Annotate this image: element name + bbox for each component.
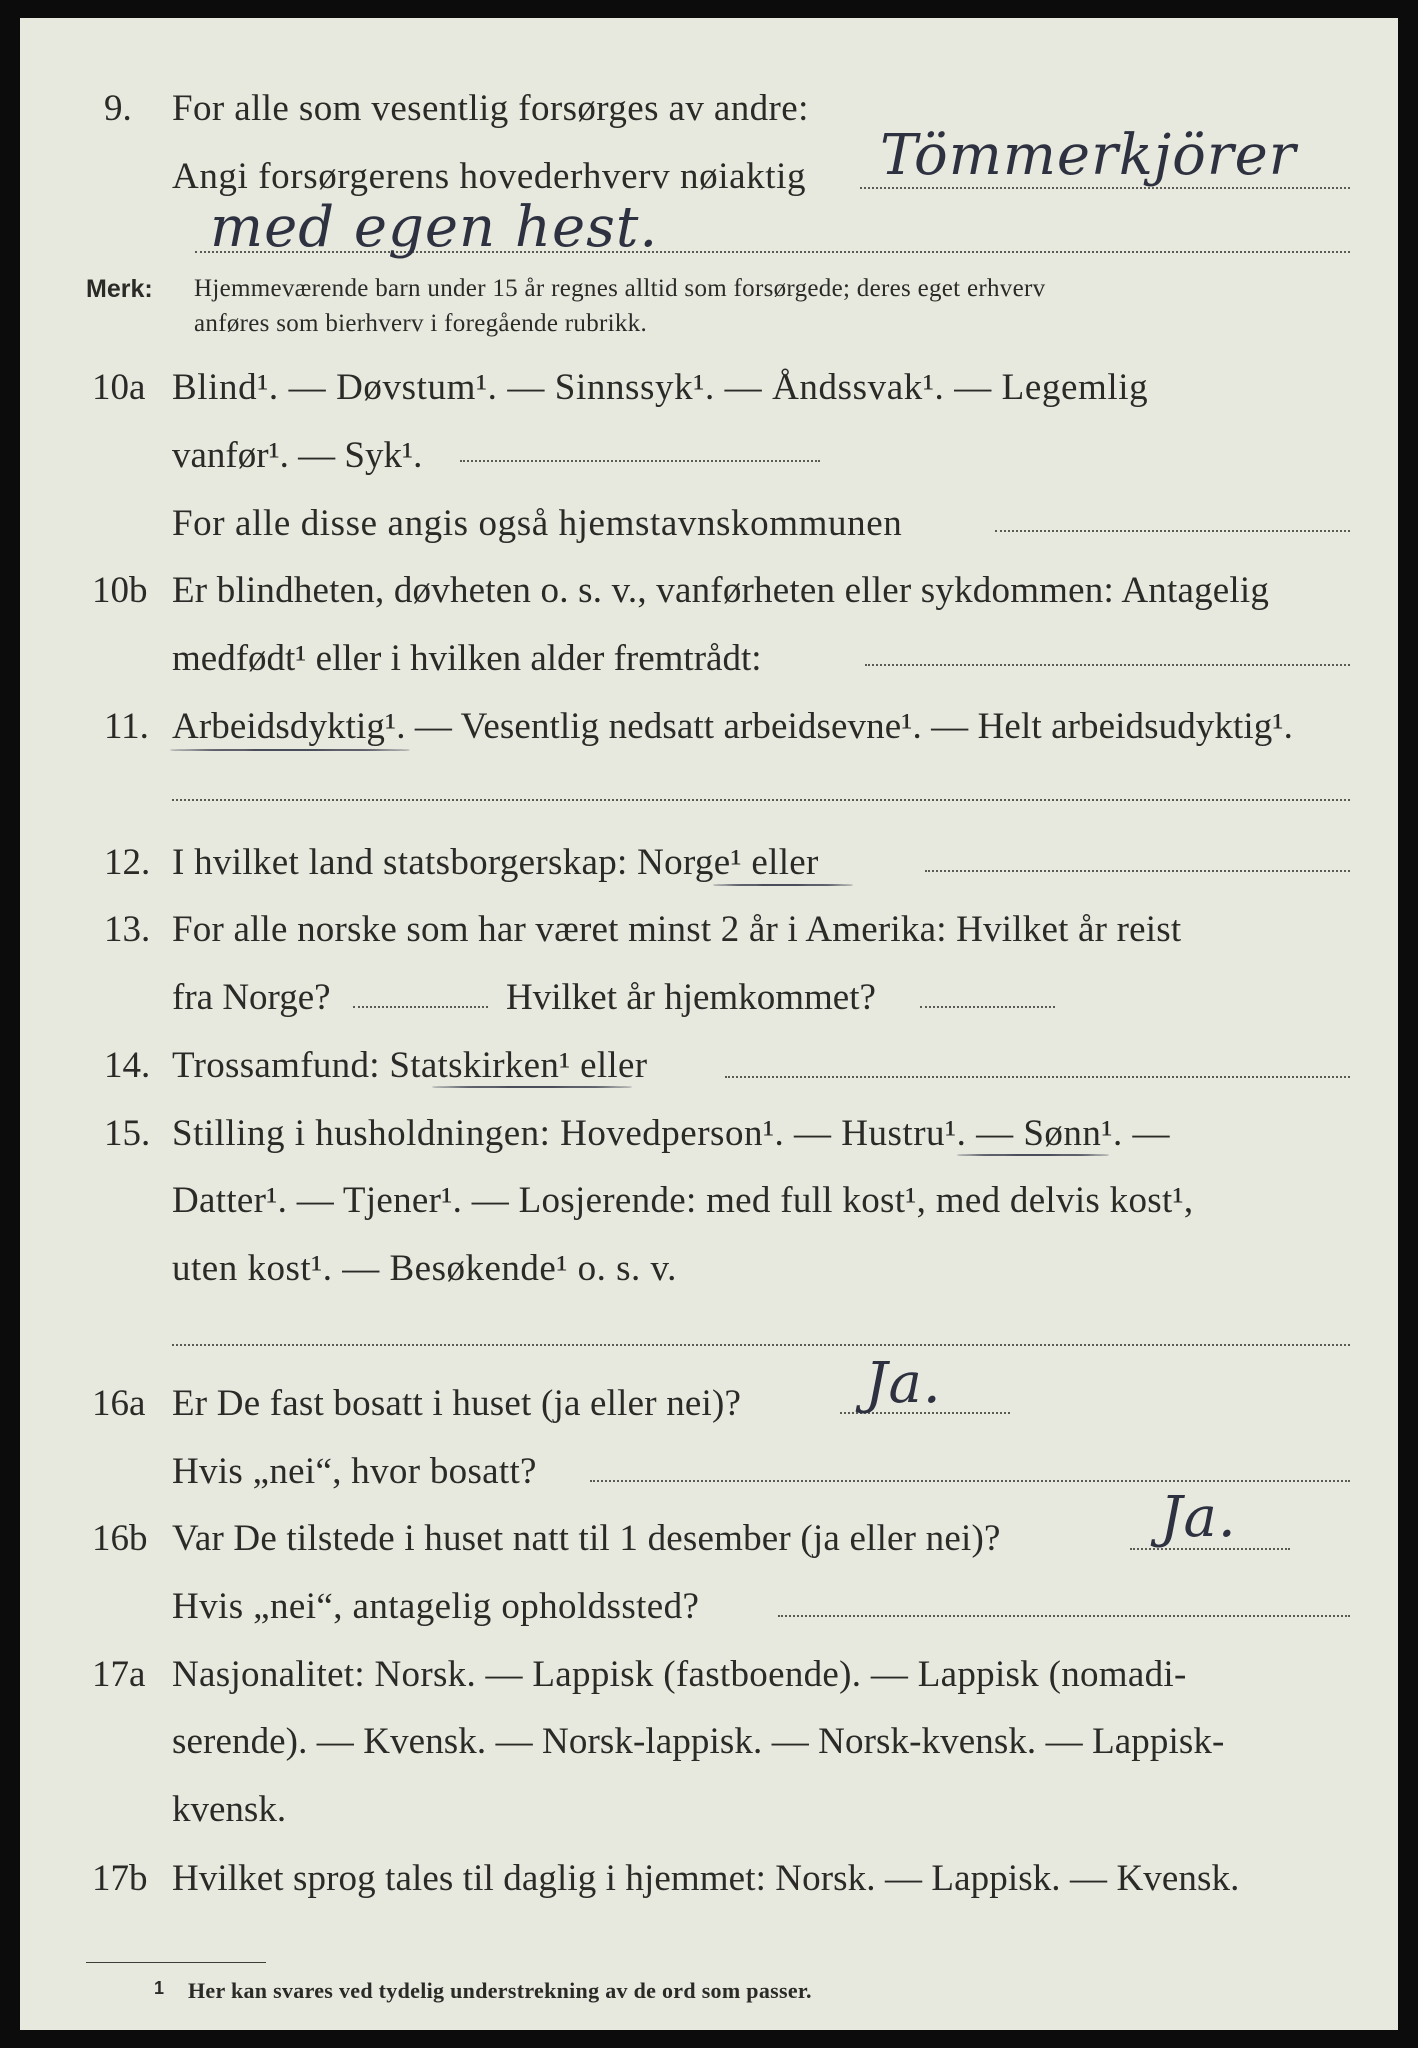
q13-line-2b: Hvilket år hjemkommet? <box>506 977 876 1018</box>
q13-line-2a: fra Norge? <box>172 977 331 1018</box>
q11-answer-line <box>172 799 1350 801</box>
q9-number: 9. <box>104 88 132 129</box>
q17b-number: 17b <box>92 1858 148 1899</box>
q17a-line-3: kvensk. <box>172 1789 287 1830</box>
q10a-line-2: vanfør¹. — Syk¹. <box>172 435 423 476</box>
q9-handwritten-answer-2: med egen hest. <box>210 195 659 260</box>
q17a-number: 17a <box>92 1654 146 1695</box>
q11-line-1: Arbeidsdyktig¹. — Vesentlig nedsatt arbeidsevne¹. — Helt arbeidsudyktig¹. <box>172 706 1293 747</box>
q10a-line-3: For alle disse angis også hjemstavnskommunen <box>172 503 903 544</box>
q11-number: 11. <box>104 706 149 747</box>
q14-answer-line <box>725 1076 1350 1078</box>
q16b-number: 16b <box>92 1518 148 1559</box>
q15-line-1: Stilling i husholdningen: Hovedperson¹. — Hustru¹. — Sønn¹. — <box>172 1113 1171 1154</box>
q10a-line-1: Blind¹. — Døvstum¹. — Sinnssyk¹. — Åndssvak¹. — Legemlig <box>172 367 1149 408</box>
q9-line-2: Angi forsørgerens hovederhverv nøiaktig <box>172 156 807 197</box>
merk-line-1: Hjemmeværende barn under 15 år regnes alltid som forsørgede; deres eget erhverv <box>194 275 1046 302</box>
q16a-handwritten-answer: Ja. <box>865 1351 942 1416</box>
q16a-number: 16a <box>92 1383 146 1424</box>
q17a-line-1: Nasjonalitet: Norsk. — Lappisk (fastboende). — Lappisk (nomadi- <box>172 1654 1187 1695</box>
q12-number: 12. <box>104 842 151 883</box>
q9-line-1: For alle som vesentlig forsørges av andre: <box>172 88 809 129</box>
q15-hustru-underline <box>957 1154 1109 1156</box>
q13-line-1: For alle norske som har været minst 2 år i Amerika: Hvilket år reist <box>172 909 1182 950</box>
q10a-kommune-line <box>995 530 1350 532</box>
merk-line-2: anføres som bierhverv i foregående rubrikk. <box>194 310 648 337</box>
q10b-answer-line <box>865 664 1350 666</box>
q9-handwritten-answer-1: Tömmerkjörer <box>880 123 1297 188</box>
footnote-rule <box>86 1962 266 1963</box>
q17b-line-1: Hvilket sprog tales til daglig i hjemmet: Norsk. — Lappisk. — Kvensk. <box>172 1858 1240 1899</box>
q10a-number: 10a <box>92 367 146 408</box>
q15-number: 15. <box>104 1113 151 1154</box>
q10a-syk-line <box>460 460 820 462</box>
q13-number: 13. <box>104 909 151 950</box>
q15-line-2: Datter¹. — Tjener¹. — Losjerende: med full kost¹, med delvis kost¹, <box>172 1180 1194 1221</box>
q14-line-1: Trossamfund: Statskirken¹ eller <box>172 1045 648 1086</box>
q15-answer-line <box>172 1344 1350 1346</box>
q13-reist-line <box>353 1006 488 1008</box>
q14-statskirken-underline <box>432 1086 632 1088</box>
q17a-line-2: serende). — Kvensk. — Norsk-lappisk. — Norsk-kvensk. — Lappisk- <box>172 1721 1225 1762</box>
q16b-line-1: Var De tilstede i huset natt til 1 desember (ja eller nei)? <box>172 1518 1001 1559</box>
footnote-text: Her kan svares ved tydelig understrekning av de ord som passer. <box>188 1978 812 2003</box>
q13-hjemkommet-line <box>920 1006 1055 1008</box>
q16b-handwritten-answer: Ja. <box>1160 1485 1237 1550</box>
footnote-mark: 1 <box>154 1978 165 1998</box>
q15-line-3: uten kost¹. — Besøkende¹ o. s. v. <box>172 1248 677 1289</box>
q14-number: 14. <box>104 1045 151 1086</box>
q16a-line-2: Hvis „nei“, hvor bosatt? <box>172 1451 537 1492</box>
q12-line-1: I hvilket land statsborgerskap: Norge¹ eller <box>172 842 819 883</box>
q10b-line-2: medfødt¹ eller i hvilken alder fremtrådt: <box>172 638 762 679</box>
census-form-page <box>20 18 1398 2030</box>
q16a-bosatt-line <box>590 1480 1350 1482</box>
merk-label: Merk: <box>86 275 153 303</box>
q10b-line-1: Er blindheten, døvheten o. s. v., vanførheten eller sykdommen: Antagelig <box>172 570 1270 611</box>
q11-arbeidsdyktig-underline <box>170 749 410 751</box>
q12-answer-line <box>925 870 1350 872</box>
q10b-number: 10b <box>92 570 148 611</box>
q16b-line-2: Hvis „nei“, antagelig opholdssted? <box>172 1586 700 1627</box>
q12-norge-underline <box>713 884 853 886</box>
q16a-line-1: Er De fast bosatt i huset (ja eller nei)? <box>172 1383 742 1424</box>
q16b-opholdssted-line <box>778 1615 1350 1617</box>
